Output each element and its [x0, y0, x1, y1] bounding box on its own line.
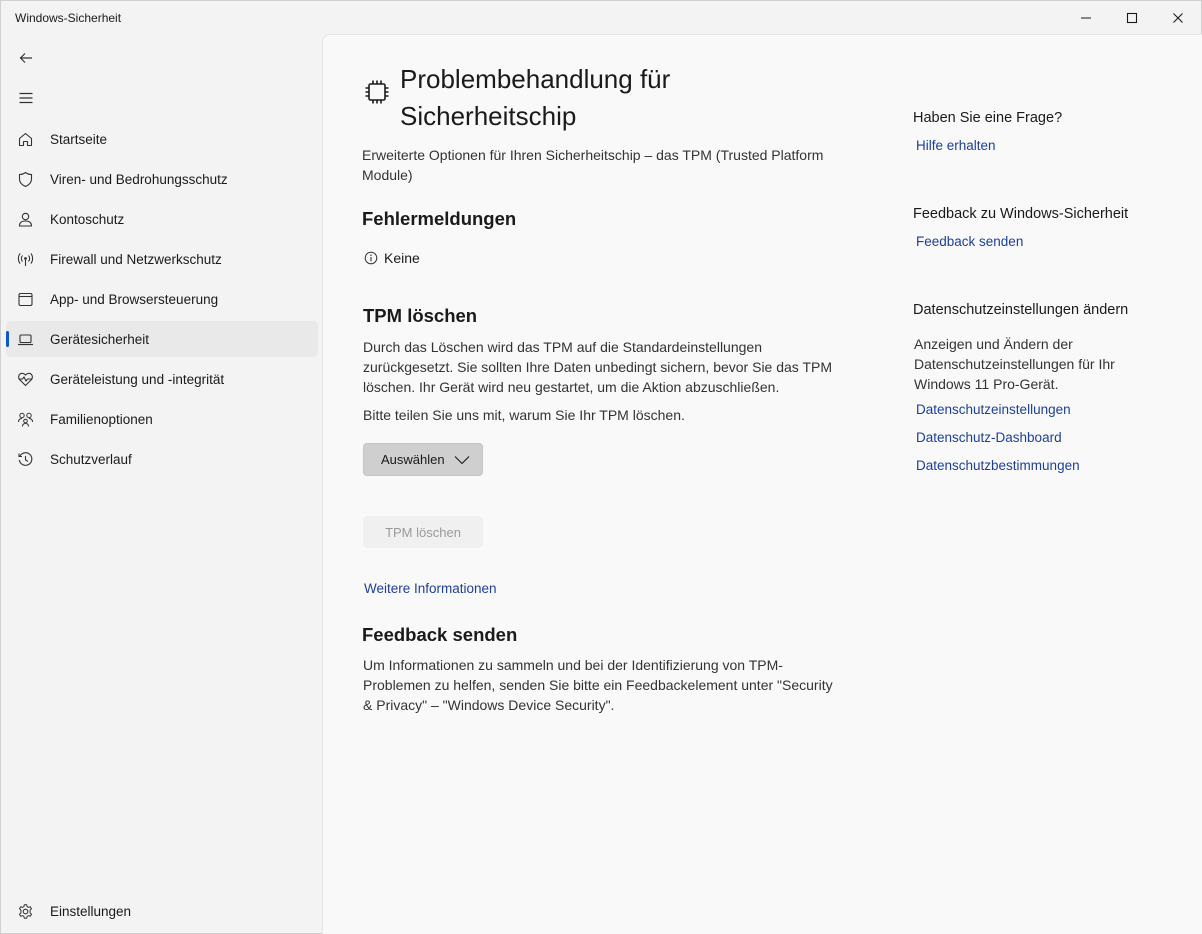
- sidebar-item-virus-protection[interactable]: [6, 161, 318, 197]
- clear-tpm-button[interactable]: TPM löschen: [363, 516, 483, 548]
- sidebar-item-startseite[interactable]: [6, 121, 318, 157]
- sidebar-item-family-options[interactable]: [6, 401, 318, 437]
- minimize-button[interactable]: [1063, 1, 1109, 35]
- history-icon: [17, 451, 34, 468]
- gear-icon: [17, 903, 34, 920]
- page-title: Problembehandlung für Sicherheitschip: [400, 64, 671, 131]
- sidebar-item-label: Familienoptionen: [50, 412, 153, 427]
- back-button[interactable]: [11, 43, 41, 73]
- window-title: Windows-Sicherheit: [15, 11, 122, 25]
- person-icon: [17, 211, 34, 228]
- get-help-link[interactable]: Hilfe erhalten: [916, 138, 996, 153]
- privacy-heading: Datenschutzeinstellungen ändern: [913, 302, 1129, 318]
- home-icon: [17, 131, 34, 148]
- sidebar-item-label: Gerätesicherheit: [50, 332, 150, 347]
- sidebar-item-app-browser-control[interactable]: [6, 281, 318, 317]
- sidebar-item-label: Firewall und Netzwerkschutz: [50, 252, 222, 267]
- sidebar-item-label: Kontoschutz: [50, 212, 125, 227]
- sidebar-item-label: Viren- und Bedrohungsschutz: [50, 172, 228, 187]
- send-feedback-link[interactable]: Feedback senden: [916, 234, 1024, 249]
- sidebar-item-label: Schutzverlauf: [50, 452, 132, 467]
- privacy-description: Anzeigen und Ändern der Datenschutzeinstellungen für Ihr Windows 11 Pro-Gerät.: [914, 336, 1115, 392]
- chip-icon: [364, 79, 390, 105]
- question-heading: Haben Sie eine Frage?: [913, 110, 1063, 126]
- sidebar-item-device-performance[interactable]: [6, 361, 318, 397]
- close-icon: [1172, 12, 1184, 24]
- chevron-down-icon: [454, 455, 470, 465]
- feedback-heading: Feedback senden: [362, 624, 518, 645]
- privacy-settings-link[interactable]: Datenschutzeinstellungen: [916, 402, 1071, 417]
- sidebar-item-label: Einstellungen: [50, 904, 132, 919]
- maximize-button[interactable]: [1109, 1, 1155, 35]
- menu-button[interactable]: [11, 83, 41, 113]
- clear-tpm-description: Durch das Löschen wird das TPM auf die Standardeinstellungen zurückgesetzt. Sie sollten Ihre Daten unbedingt sichern, bevor Sie das TPM löschen. Ihr Gerät wird neu gestartet, um die Aktion abzuschließen.: [363, 339, 832, 395]
- wireless-icon: [17, 251, 34, 268]
- sidebar: [1, 35, 322, 934]
- minimize-icon: [1080, 12, 1092, 24]
- clear-tpm-reason-prompt: Bitte teilen Sie uns mit, warum Sie Ihr TPM löschen.: [363, 407, 685, 423]
- page-description: Erweiterte Optionen für Ihren Sicherheitschip – das TPM (Trusted Platform Module): [362, 147, 824, 183]
- clear-tpm-heading: TPM löschen: [363, 305, 478, 326]
- errors-heading: Fehlermeldungen: [362, 208, 517, 229]
- family-icon: [17, 411, 34, 428]
- privacy-dashboard-link[interactable]: Datenschutz-Dashboard: [916, 430, 1062, 445]
- sidebar-item-firewall[interactable]: [6, 241, 318, 277]
- sidebar-item-label: Startseite: [50, 132, 108, 147]
- errors-value: Keine: [384, 250, 420, 266]
- sidebar-item-protection-history[interactable]: [6, 441, 318, 477]
- info-icon: [364, 251, 378, 265]
- reason-dropdown[interactable]: [363, 443, 483, 476]
- title-bar: [1, 1, 1201, 35]
- more-info-link[interactable]: Weitere Informationen: [364, 581, 497, 596]
- shield-icon: [17, 171, 34, 188]
- errors-status: [364, 250, 420, 266]
- sidebar-item-device-security[interactable]: [6, 321, 318, 357]
- browser-window-icon: [17, 291, 34, 308]
- maximize-icon: [1126, 12, 1138, 24]
- sidebar-item-label: Geräteleistung und -integrität: [50, 372, 225, 387]
- sidebar-item-account-protection[interactable]: [6, 201, 318, 237]
- close-button[interactable]: [1155, 1, 1201, 35]
- heart-pulse-icon: [17, 371, 34, 388]
- feedback-description: Um Informationen zu sammeln und bei der Identifizierung von TPM-Problemen zu helfen, senden Sie bitte ein Feedbackelement unter "Security & Privacy" – "Windows Device Security".: [363, 657, 833, 713]
- back-arrow-icon: [18, 50, 34, 66]
- laptop-icon: [17, 331, 34, 348]
- feedback-aside-heading: Feedback zu Windows-Sicherheit: [913, 206, 1129, 222]
- privacy-statement-link[interactable]: Datenschutzbestimmungen: [916, 458, 1080, 473]
- content-pane: [322, 34, 1202, 934]
- reason-dropdown-label: Auswählen: [381, 452, 445, 467]
- sidebar-item-label: App- und Browsersteuerung: [50, 292, 219, 307]
- selection-indicator: [6, 331, 9, 347]
- hamburger-menu-icon: [18, 90, 34, 106]
- sidebar-item-settings[interactable]: [6, 893, 318, 929]
